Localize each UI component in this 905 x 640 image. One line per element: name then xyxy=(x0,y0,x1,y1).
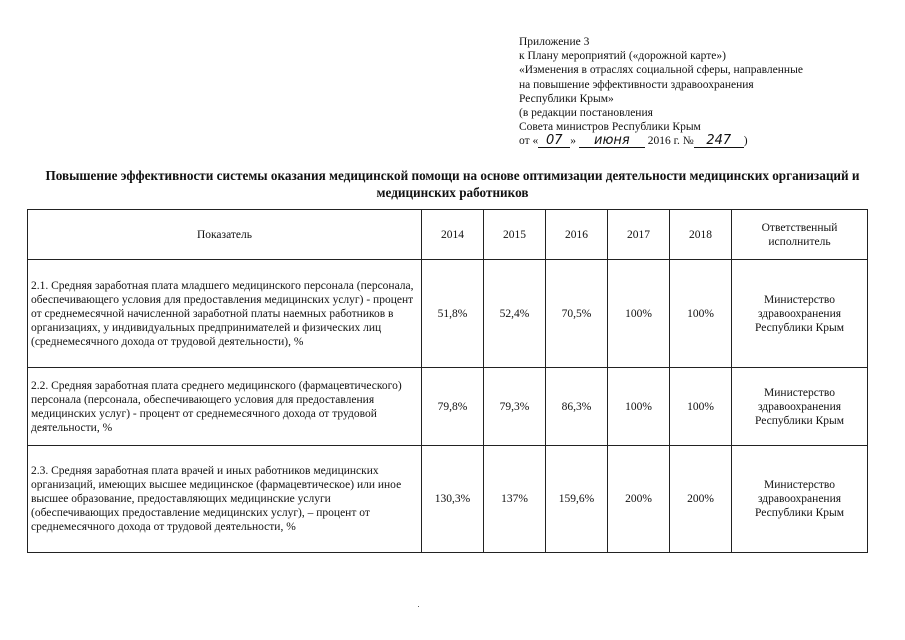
value-2015: 79,3% xyxy=(484,368,546,446)
indicator-cell: 2.1. Средняя заработная плата младшего медицинского персонала (персонала, обеспечивающего условия для предоставления медицинских услуг) - процент от среднемесячной начисленной заработной платы наемных работников в организациях, у индивидуальных предпринимателей и физических лиц (среднемесячного дохода от трудовой деятельности), % xyxy=(28,260,422,368)
indicator-cell: 2.2. Средняя заработная плата среднего медицинского (фармацевтического) персонала (персонала, обеспечивающего условия для предоставления медицинских услуг) - процент от среднемесячного дохода от трудовой деятельности, % xyxy=(28,368,422,446)
appendix-plan-title-2: на повышение эффективности здравоохранения xyxy=(519,78,754,91)
value-2018: 200% xyxy=(670,446,732,553)
table-row xyxy=(28,368,868,446)
appendix-plan-ref: к Плану мероприятий («дорожной карте») xyxy=(519,50,726,63)
responsible-cell: Министерство здравоохранения Республики Крым xyxy=(732,368,868,446)
appendix-plan-title-3: Республики Крым» xyxy=(519,92,614,105)
header-indicator: Показатель xyxy=(28,210,422,260)
handwritten-number: 247 xyxy=(694,134,744,148)
date-suffix: ) xyxy=(743,135,748,148)
responsible-cell: Министерство здравоохранения Республики Крым xyxy=(732,260,868,368)
value-2018: 100% xyxy=(670,368,732,446)
date-mid: » xyxy=(570,135,576,148)
appendix-date-line xyxy=(519,134,879,148)
handwritten-day: 07 xyxy=(538,134,570,148)
table-row xyxy=(28,260,868,368)
appendix-number: Приложение 3 xyxy=(519,36,590,48)
header-2015: 2015 xyxy=(484,210,546,260)
document-title: Повышение эффективности системы оказания медицинской помощи на основе оптимизации деятельности медицинских организаций и медицинских работников xyxy=(45,168,860,200)
date-prefix: от « xyxy=(519,135,539,148)
table-header-row xyxy=(28,210,868,260)
appendix-council: Совета министров Республики Крым xyxy=(519,121,701,134)
header-2016: 2016 xyxy=(546,210,608,260)
value-2014: 130,3% xyxy=(422,446,484,553)
value-2016: 159,6% xyxy=(546,446,608,553)
value-2015: 137% xyxy=(484,446,546,553)
header-responsible: Ответственный исполнитель xyxy=(732,210,868,260)
scan-speck xyxy=(418,606,419,607)
appendix-edition: (в редакции постановления xyxy=(519,107,653,120)
value-2014: 51,8% xyxy=(422,260,484,368)
indicator-cell: 2.3. Средняя заработная плата врачей и иных работников медицинских организаций, имеющих высшее медицинское (фармацевтическое) или иное высшее образование, предоставляющих медицинские услуги (обеспечивающих предоставление медицинских услуг), – процент от среднемесячного дохода от трудовой деятельности, % xyxy=(28,446,422,553)
value-2016: 70,5% xyxy=(546,260,608,368)
header-2017: 2017 xyxy=(608,210,670,260)
handwritten-month: июня xyxy=(579,134,645,148)
value-2014: 79,8% xyxy=(422,368,484,446)
date-year: 2016 г. № xyxy=(647,135,694,148)
value-2017: 100% xyxy=(608,368,670,446)
table-row xyxy=(28,446,868,553)
value-2016: 86,3% xyxy=(546,368,608,446)
appendix-header xyxy=(519,35,879,149)
header-2018: 2018 xyxy=(670,210,732,260)
value-2017: 200% xyxy=(608,446,670,553)
header-2014: 2014 xyxy=(422,210,484,260)
value-2018: 100% xyxy=(670,260,732,368)
value-2017: 100% xyxy=(608,260,670,368)
indicators-table xyxy=(27,209,868,553)
responsible-cell: Министерство здравоохранения Республики Крым xyxy=(732,446,868,553)
value-2015: 52,4% xyxy=(484,260,546,368)
appendix-plan-title-1: «Изменения в отраслях социальной сферы, направленные xyxy=(519,64,803,77)
